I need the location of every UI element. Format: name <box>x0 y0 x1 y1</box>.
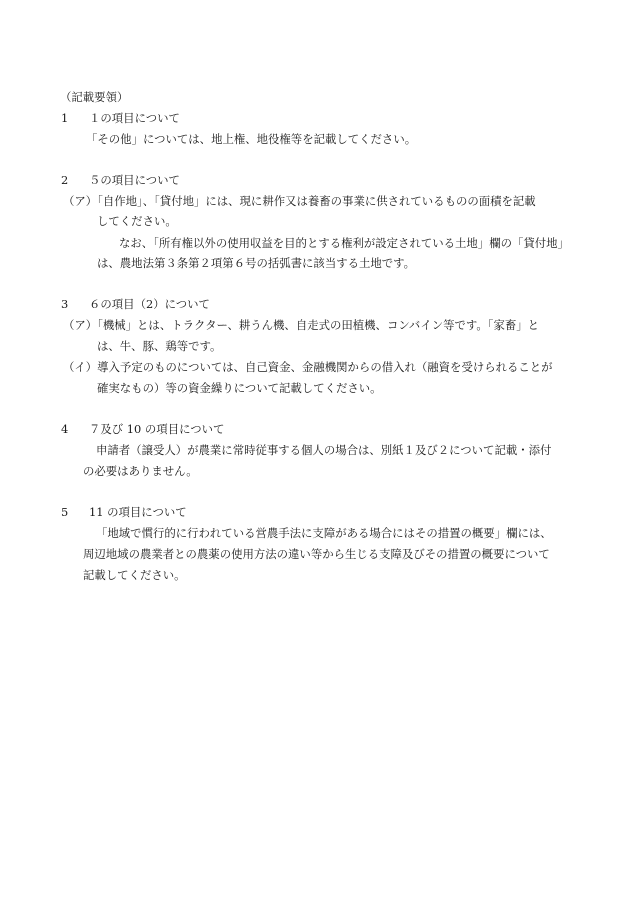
section-5-title: 11 の項目について <box>89 505 187 519</box>
section-1-text-line-1: 「その他」については、地上権、地役権等を記載してください。 <box>86 132 417 146</box>
section-2-text-line-2: してください。 <box>97 214 177 228</box>
section-1-title: １の項目について <box>89 111 180 125</box>
section-2-title: ５の項目について <box>89 173 180 187</box>
section-4-number: 4 <box>61 422 69 436</box>
section-4-text-line-1: 申請者（譲受人）が農業に常時従事する個人の場合は、別紙１及び２について記載・添付 <box>96 443 552 457</box>
section-3-text-line-4: 確実なもの）等の資金繰りについて記載してください。 <box>97 381 382 395</box>
section-3-text-line-3: （イ）導入予定のものについては、自己資金、金融機関からの借入れ（融資を受けられることが <box>63 360 553 374</box>
section-5-text-line-2: 周辺地域の農業者との農薬の使用方法の違い等から生じる支障及びその措置の概要について <box>83 547 550 561</box>
section-5-number: 5 <box>61 505 69 519</box>
section-5-text-line-1: 「地域で慣行的に行われている営農手法に支障がある場合にはその措置の概要」欄には、 <box>96 526 552 540</box>
section-2-text-line-3: なお、「所有権以外の使用収益を目的とする権利が設定されている土地」欄の「貸付地」 <box>119 236 569 250</box>
section-3-number: 3 <box>61 297 69 311</box>
section-2-text-line-1: （ア）「自作地」、「貸付地」には、現に耕作又は養畜の事業に供されているものの面積を記載 <box>63 194 536 208</box>
section-3-title: ６の項目（2）について <box>89 297 210 311</box>
section-4-text-line-2: の必要はありません。 <box>83 464 198 478</box>
section-3-text-line-1: （ア）「機械」とは、トラクター、耕うん機、自走式の田植機、コンバイン等です。「家畜」と <box>63 318 540 332</box>
section-3-text-line-2: は、牛、豚、鶏等です。 <box>97 339 222 353</box>
section-5-text-line-3: 記載してください。 <box>83 568 186 582</box>
section-2-number: 2 <box>61 173 69 187</box>
section-4-title: ７及び 10 の項目について <box>89 422 225 436</box>
document-heading: （記載要領） <box>60 90 129 104</box>
section-2-text-line-4: は、農地法第３条第２項第６号の括弧書に該当する土地です。 <box>97 256 416 270</box>
section-1-number: 1 <box>61 111 69 125</box>
